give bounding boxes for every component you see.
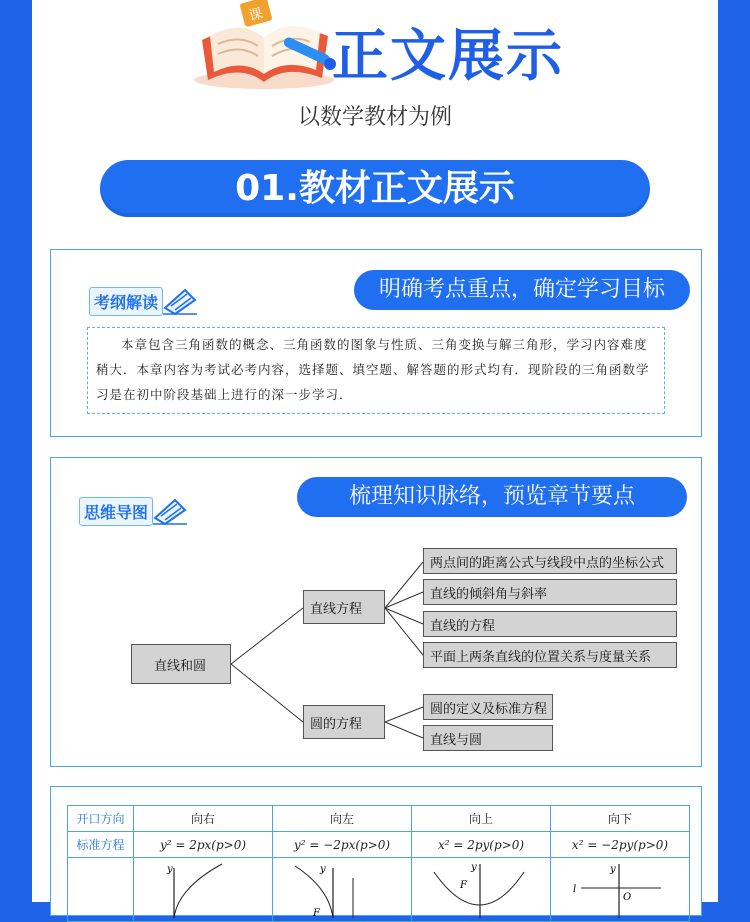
book-badge: 课 [246,5,265,25]
syllabus-text: 本章包含三角函数的概念、三角函数的图象与性质、三角变换与解三角形，学习内容难度稍大．本章内容为考试必考内容，选择题、填空题、解答题的形式均有．现阶段的三角函数学习是在初中阶段基础上进行的深一步学习． [87,327,665,414]
origin-label: O [623,892,632,903]
table-cell [273,858,412,922]
mindmap-leaf: 直线的倾斜角与斜率 [423,579,677,605]
axis-y-label: y [610,864,616,875]
table-cell: x² = −2py(p>0) [551,832,690,858]
mindmap-branch-line-equation: 直线方程 [303,590,385,624]
table-row [68,806,690,832]
table-cell: y² = −2px(p>0) [273,832,412,858]
table-row [68,832,690,858]
mindmap-panel [50,457,702,767]
page-subtitle: 以数学教材为例 [297,105,452,130]
table-cell: 向上 [412,806,551,832]
scroll-icon [161,286,199,316]
focus-label: F [460,880,467,891]
page [32,0,718,919]
parabola-down-graph [551,858,689,918]
mindmap-branch-circle-equation: 圆的方程 [303,705,385,739]
parabola-table-panel [50,786,702,919]
table-cell: 向右 [134,806,273,832]
mindmap-leaf: 直线的方程 [423,611,677,637]
table-cell [412,858,551,922]
table-row [68,858,690,922]
table-cell: 向下 [551,806,690,832]
table-cell: x² = 2py(p>0) [412,832,551,858]
mindmap-callout: 梳理知识脉络，预览章节要点 [297,477,687,517]
table-cell [551,858,690,922]
parabola-up-graph [412,858,550,918]
parabola-left-graph [273,858,411,918]
mindmap-tag-label: 思维导图 [79,497,153,526]
table-cell [134,858,273,922]
focus-label: F [313,908,320,919]
parabola-right-graph [134,858,272,918]
table-cell [68,858,134,922]
row-header-direction: 开口方向 [68,806,134,832]
table-cell: y² = 2px(p>0) [134,832,273,858]
axis-y-label: y [471,862,477,873]
book-icon [182,0,342,92]
syllabus-tag-label: 考纲解读 [89,287,163,316]
section-banner: 01.教材正文展示 [100,160,650,217]
syllabus-panel [50,249,702,437]
mindmap-leaf: 圆的定义及标准方程 [423,694,553,720]
syllabus-tag [89,286,199,316]
axis-y-label: y [167,864,173,875]
mindmap-leaf: 两点间的距离公式与线段中点的坐标公式 [423,548,677,574]
syllabus-callout: 明确考点重点，确定学习目标 [354,270,690,310]
table-cell: 向左 [273,806,412,832]
mindmap-leaf: 平面上两条直线的位置关系与度量关系 [423,642,677,668]
page-title: 正文展示 [332,24,564,89]
axis-y-label: y [320,864,326,875]
directrix-label: l [573,884,577,895]
row-header-equation: 标准方程 [68,832,134,858]
mindmap-root: 直线和圆 [131,644,231,684]
parabola-table [67,805,690,922]
mindmap-leaf: 直线与圆 [423,725,553,751]
